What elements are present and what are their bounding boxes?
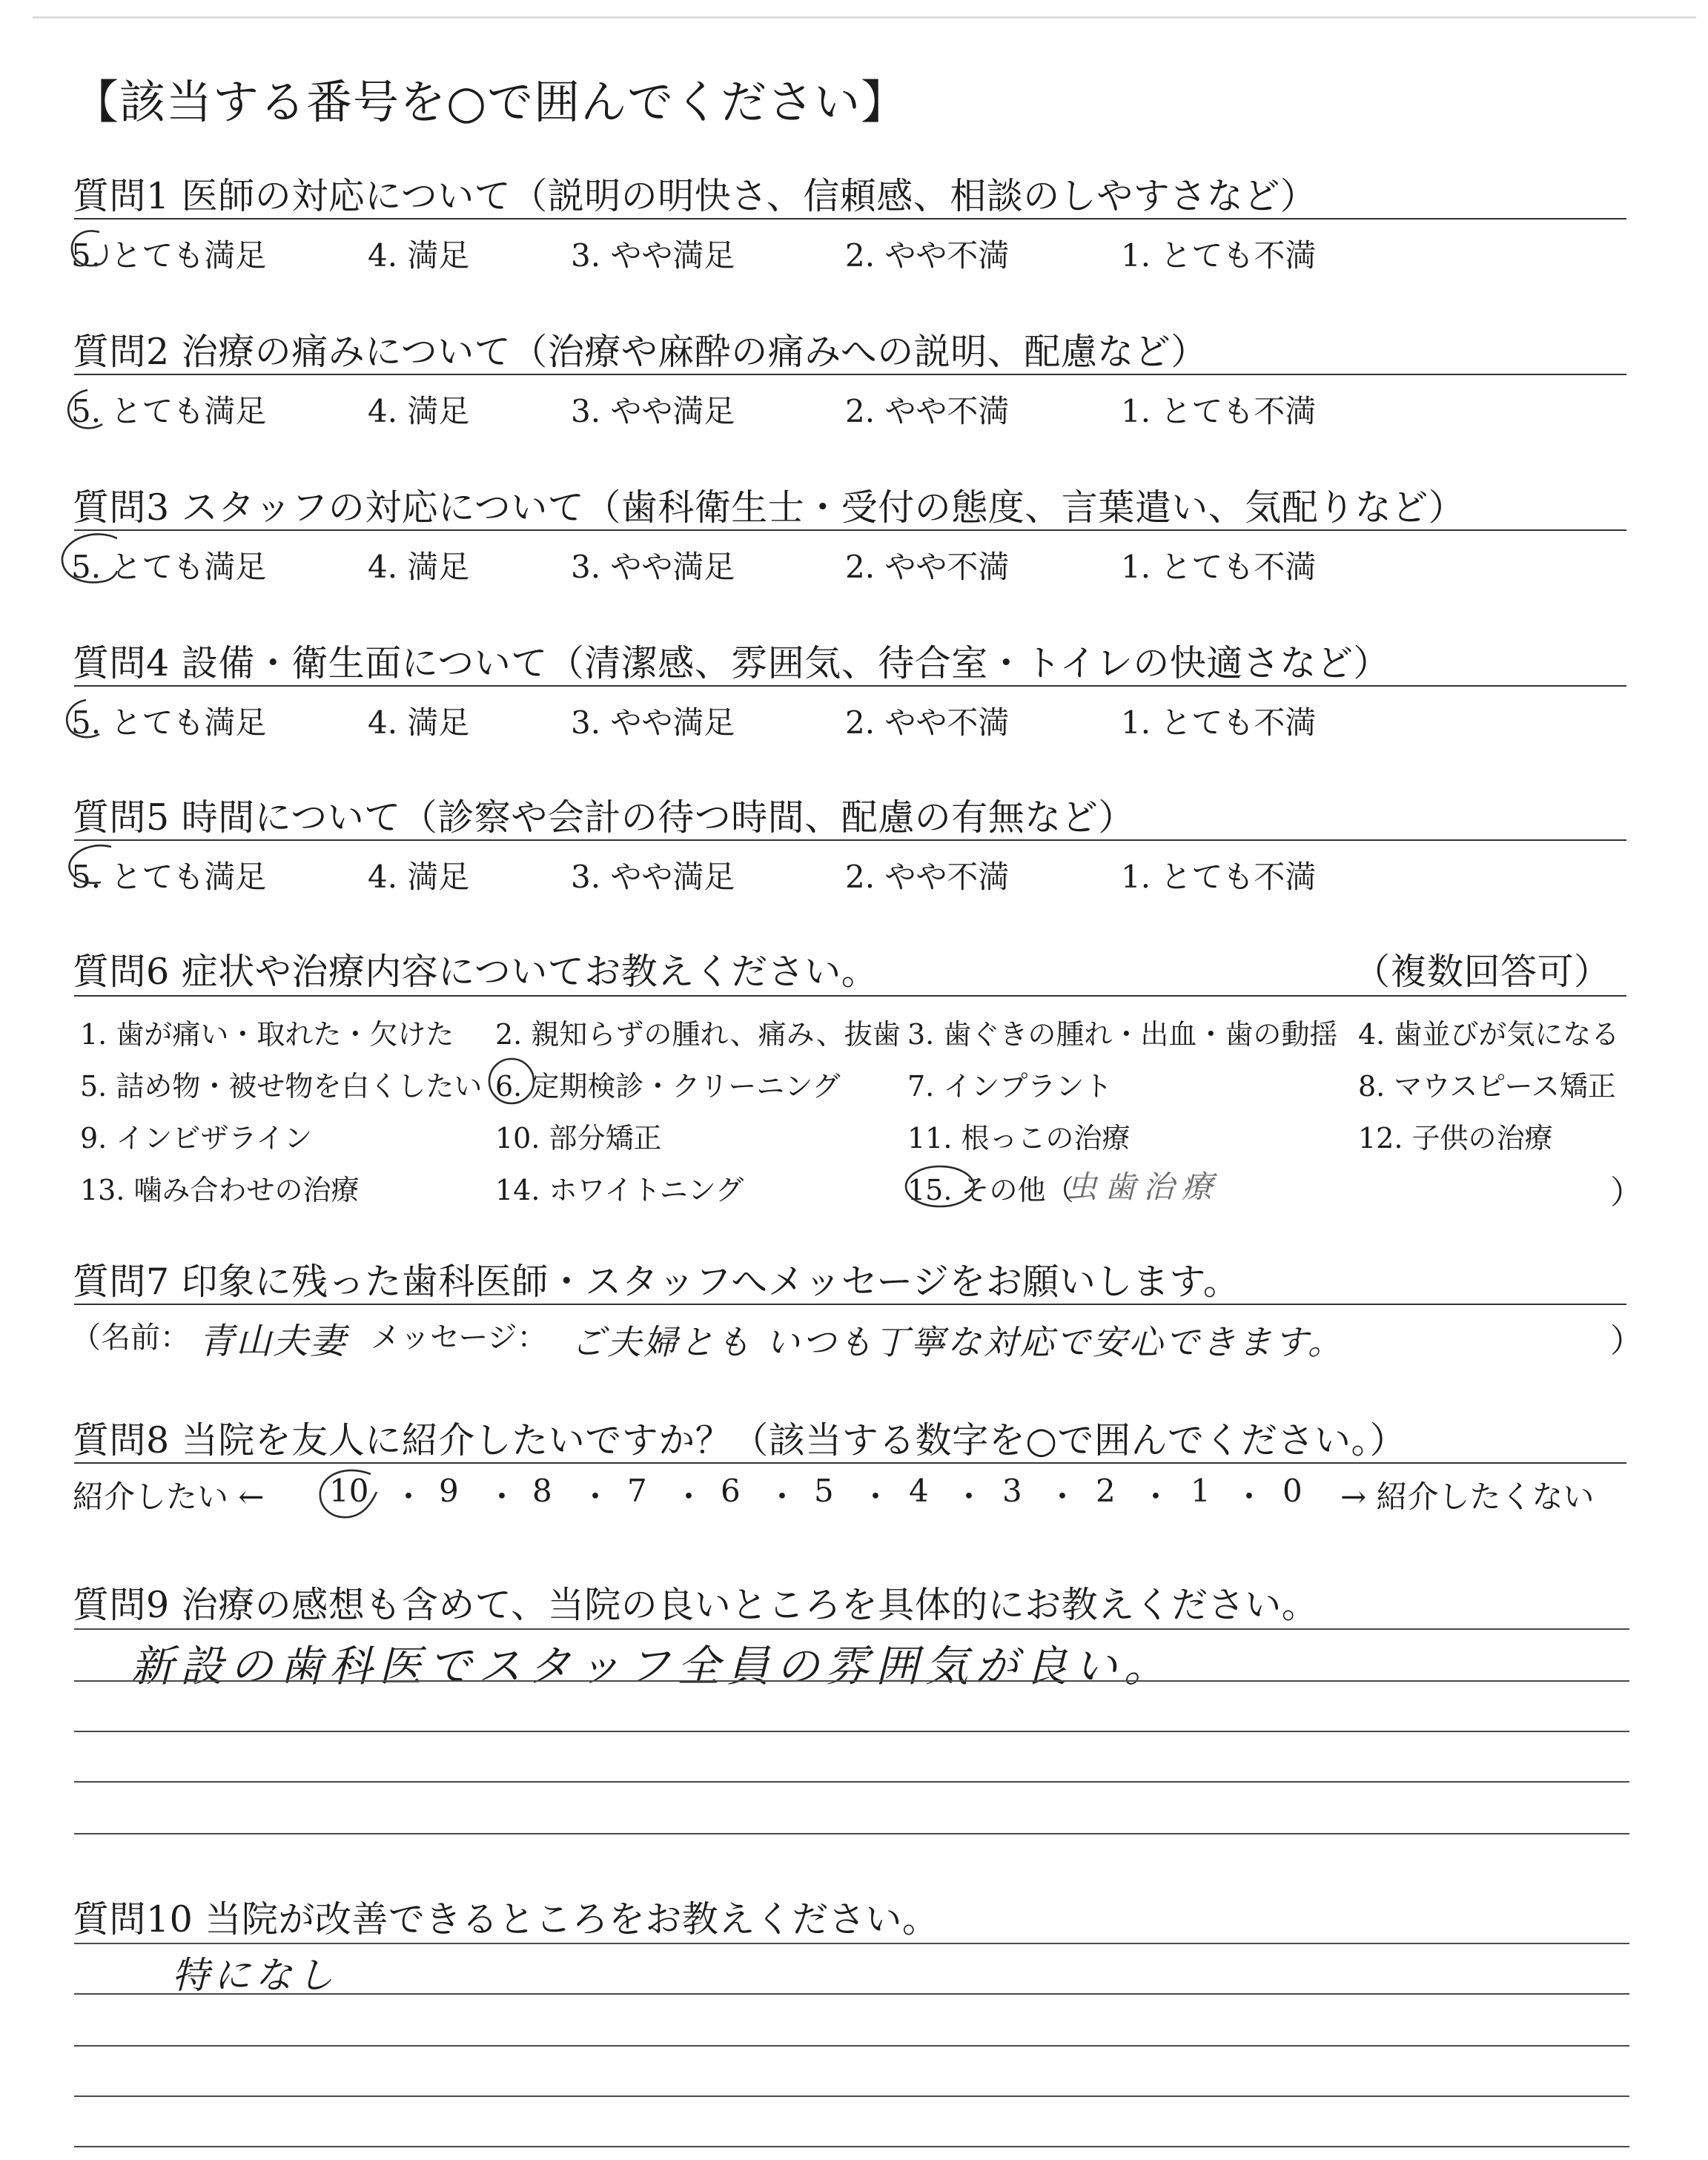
q6-option-1[interactable]: 1. 歯が痛い・取れた・欠けた [80, 1018, 454, 1051]
q2-title: 質問2 治療の痛みについて（治療や麻酔の痛みへの説明、配慮など） [73, 331, 1208, 373]
q8-score-10[interactable]: 10 [329, 1473, 369, 1509]
q9-title: 質問9 治療の感想も含めて、当院の良いところを具体的にお教えください。 [73, 1584, 1319, 1626]
form-instructions-heading: 【該当する番号を○で囲んでください】 [73, 75, 908, 129]
q8-score-3[interactable]: 3 [1002, 1473, 1022, 1509]
q1-selected-circle [72, 231, 107, 266]
q6-option-6[interactable]: 6. 定期検診・クリーニング [495, 1070, 841, 1103]
q3-option-5[interactable]: 5. とても満足 [71, 549, 267, 585]
q8-separator: ・ [953, 1479, 985, 1515]
q1-option-2[interactable]: 2. やや不満 [845, 237, 1010, 274]
q8-score-8[interactable]: 8 [532, 1473, 552, 1509]
q8-score-9[interactable]: 9 [439, 1473, 459, 1509]
q8-score-2[interactable]: 2 [1096, 1473, 1116, 1509]
q8-score-4[interactable]: 4 [909, 1473, 929, 1509]
q7-message-label: メッセージ： [371, 1321, 547, 1355]
q7-name-label: （名前： [71, 1321, 190, 1355]
q3-option-4[interactable]: 4. 満足 [368, 549, 470, 585]
q6-option-8[interactable]: 8. マウスピース矯正 [1358, 1070, 1616, 1103]
q6-option-2[interactable]: 2. 親知らずの腫れ、痛み、抜歯 [495, 1018, 901, 1051]
q8-score-1[interactable]: 1 [1191, 1473, 1211, 1509]
q6-option-14[interactable]: 14. ホワイトニング [495, 1174, 744, 1206]
q6-multiple-answer-note: （複数回答可） [1354, 951, 1611, 993]
q1-option-5[interactable]: 5. とても満足 [71, 237, 267, 274]
q2-option-1[interactable]: 1. とても不満 [1121, 393, 1317, 429]
q8-score-10-selected-circle [320, 1470, 377, 1517]
q8-separator: ・ [580, 1479, 612, 1515]
q6-option-5[interactable]: 5. 詰め物・被せ物を白くしたい [80, 1070, 483, 1103]
q8-separator: ・ [486, 1479, 518, 1515]
q2-selected-circle [68, 390, 102, 428]
q6-option-15-selected-circle [906, 1166, 974, 1206]
q7-close-paren: ） [1610, 1322, 1643, 1360]
q7-name-handwritten[interactable]: 青山夫妻 [199, 1321, 348, 1362]
q5-option-1[interactable]: 1. とても不満 [1121, 859, 1317, 895]
q6-option-4[interactable]: 4. 歯並びが気になる [1358, 1018, 1620, 1051]
q9-handwritten-answer[interactable]: 新設の歯科医でスタッフ全員の雰囲気が良い。 [130, 1641, 1174, 1691]
q3-option-3[interactable]: 3. やや満足 [571, 549, 735, 585]
q8-left-label: 紹介したい ← [73, 1479, 265, 1515]
q7-title: 質問7 印象に残った歯科医師・スタッフへメッセージをお願いします。 [73, 1261, 1240, 1303]
q2-option-5[interactable]: 5. とても満足 [71, 393, 267, 429]
q3-title: 質問3 スタッフの対応について（歯科衛生士・受付の態度、言葉遣い、気配りなど） [73, 486, 1466, 529]
q4-title: 質問4 設備・衛生面について（清潔感、雰囲気、待合室・トイレの快適さなど） [73, 642, 1390, 684]
q4-option-4[interactable]: 4. 満足 [368, 704, 470, 741]
q1-option-1[interactable]: 1. とても不満 [1121, 237, 1317, 274]
q1-option-4[interactable]: 4. 満足 [368, 237, 470, 274]
q2-option-3[interactable]: 3. やや満足 [571, 393, 735, 429]
q8-score-0[interactable]: 0 [1282, 1473, 1302, 1509]
q4-option-5[interactable]: 5. とても満足 [71, 704, 267, 741]
q7-message-handwritten[interactable]: ご夫婦とも いつも丁寧な対応で安心できます。 [571, 1322, 1344, 1362]
q8-right-label: → 紹介したくない [1340, 1479, 1595, 1515]
q8-separator: ・ [393, 1479, 425, 1515]
q8-separator: ・ [1047, 1479, 1079, 1515]
q5-option-5[interactable]: 5. とても満足 [71, 859, 267, 895]
q8-score-6[interactable]: 6 [721, 1473, 741, 1509]
q2-option-4[interactable]: 4. 満足 [368, 393, 470, 429]
q8-separator: ・ [1234, 1479, 1265, 1515]
q10-title: 質問10 当院が改善できるところをお教えください。 [73, 1898, 939, 1941]
q6-option-15-other[interactable]: 15. その他（ [907, 1174, 1074, 1206]
q5-option-3[interactable]: 3. やや満足 [571, 859, 735, 895]
q3-option-1[interactable]: 1. とても不満 [1121, 549, 1317, 585]
q8-separator: ・ [767, 1479, 798, 1515]
q5-selected-circle [69, 845, 111, 883]
q6-option-3[interactable]: 3. 歯ぐきの腫れ・出血・歯の動揺 [907, 1018, 1338, 1051]
q5-option-2[interactable]: 2. やや不満 [845, 859, 1010, 895]
q6-option-10[interactable]: 10. 部分矯正 [495, 1122, 662, 1155]
q6-option-11[interactable]: 11. 根っこの治療 [907, 1122, 1131, 1155]
q4-selected-circle [67, 700, 99, 737]
q6-option-6-selected-circle [489, 1059, 534, 1103]
q6-other-close-paren: ） [1610, 1174, 1643, 1212]
q8-score-7[interactable]: 7 [627, 1473, 647, 1509]
q8-separator: ・ [1140, 1479, 1172, 1515]
q6-option-7[interactable]: 7. インプラント [907, 1070, 1113, 1103]
q6-other-handwritten-answer[interactable]: 虫歯治療 [1066, 1169, 1221, 1205]
q6-option-13[interactable]: 13. 噛み合わせの治療 [80, 1174, 360, 1206]
q4-option-3[interactable]: 3. やや満足 [571, 704, 735, 741]
q6-option-12[interactable]: 12. 子供の治療 [1358, 1122, 1553, 1155]
q1-option-3[interactable]: 3. やや満足 [571, 237, 735, 274]
q8-score-5[interactable]: 5 [814, 1473, 834, 1509]
q6-title: 質問6 症状や治療内容についてお教えください。 [73, 951, 878, 993]
q1-title: 質問1 医師の対応について（説明の明快さ、信頼感、相談のしやすさなど） [73, 175, 1317, 217]
q5-title: 質問5 時間について（診察や会計の待つ時間、配慮の有無など） [73, 796, 1135, 839]
q6-option-9[interactable]: 9. インビザライン [80, 1122, 313, 1155]
q8-separator: ・ [860, 1479, 892, 1515]
q2-option-2[interactable]: 2. やや不満 [845, 393, 1010, 429]
q8-separator: ・ [673, 1479, 705, 1515]
q4-option-2[interactable]: 2. やや不満 [845, 704, 1010, 741]
q3-option-2[interactable]: 2. やや不満 [845, 549, 1010, 585]
q5-option-4[interactable]: 4. 満足 [368, 859, 470, 895]
q10-handwritten-answer[interactable]: 特になし [172, 1954, 338, 1997]
q8-title: 質問8 当院を友人に紹介したいですか？（該当する数字を○で囲んでください。） [73, 1419, 1407, 1462]
q4-option-1[interactable]: 1. とても不満 [1121, 704, 1317, 741]
q3-selected-circle [62, 534, 117, 582]
